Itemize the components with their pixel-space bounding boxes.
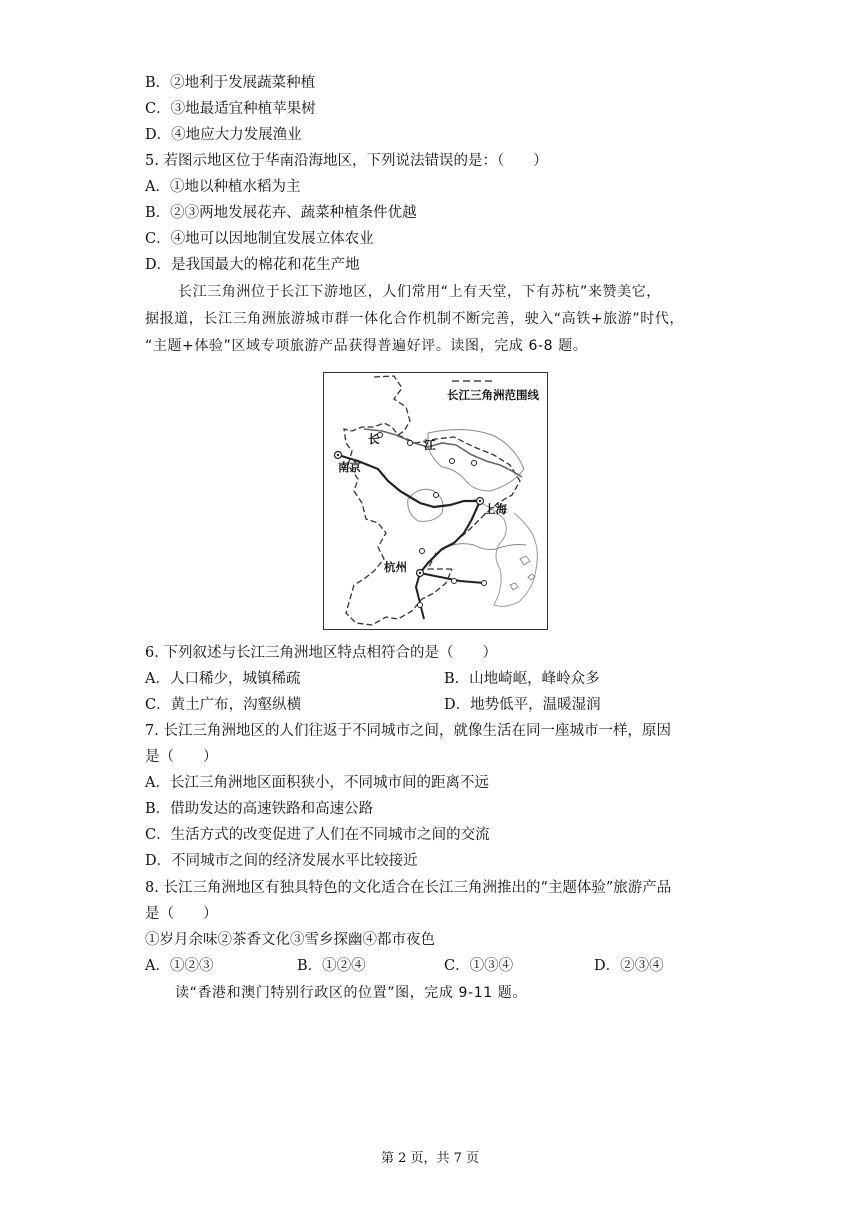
q6-stem: 6. 下列叙述与长江三角洲地区特点相符合的是（ ） [145,645,497,661]
passage2: 读“香港和澳门特别行政区的位置”图，完成 9-11 题。 [175,985,527,1001]
map-label-nanjing: 南京 [338,460,361,474]
q4-option-d: D．④地应大力发展渔业 [145,127,302,143]
q5-option-c: C．④地可以因地制宜发展立体农业 [145,231,374,247]
q7-option-c: C．生活方式的改变促进了人们在不同城市之间的交流 [145,827,490,843]
town-marker [434,493,439,498]
q5-option-a: A．①地以种植水稻为主 [145,179,301,195]
q6-option-b: B．山地崎岖，峰岭众多 [444,671,600,687]
town-marker [452,579,457,584]
town-marker [420,549,425,554]
q7-stem-line2: 是（ ） [145,749,218,765]
q8-option-c: C．①③④ [444,958,514,974]
delta-boundary-west [344,376,452,625]
q7-option-a: A．长江三角洲地区面积狭小，不同城市间的距离不远 [145,775,489,791]
map-label-hangzhou: 杭州 [384,560,407,574]
map-legend-label: 长江三角洲范围线 [447,388,539,402]
shanghai-city-dot [479,500,481,502]
q8-stem-line2: 是（ ） [145,906,218,922]
q5-option-d: D．是我国最大的棉花和花生产地 [145,257,360,273]
hangzhou-city-dot [419,572,421,574]
town-marker [472,461,477,466]
q4-option-c: C．③地最适宜种植苹果树 [145,101,316,117]
map-label-chang: 长 [368,432,380,446]
nanjing-city-dot [337,454,339,456]
map-label-shanghai: 上海 [484,502,507,516]
hangzhou-bay [442,544,526,550]
town-marker [482,581,487,586]
yangtze-delta-map [323,372,548,630]
yangtze-river [364,429,522,477]
q8-option-d: D．②③④ [594,958,664,974]
q8-stem-line1: 8. 长江三角洲地区有独具特色的文化适合在长江三角洲推出的“主题体验”旅游产品 [145,880,672,896]
passage1-line1: 长江三角洲位于长江下游地区，人们常用“上有天堂，下有苏杭”来赞美它， [178,284,661,300]
q7-option-b: B．借助发达的高速铁路和高速公路 [145,801,374,817]
q8-option-b: B．①②④ [297,958,366,974]
town-marker [408,441,413,446]
rail-hangzhou-south [416,573,424,619]
q7-stem-line1: 7. 长江三角洲地区的人们往返于不同城市之间，就像生活在同一座城市一样，原因 [145,723,671,739]
map-graphic [324,373,547,629]
town-marker [418,603,423,608]
town-marker [450,459,455,464]
q8-option-a: A．①②③ [145,958,214,974]
q5-stem: 5. 若图示地区位于华南沿海地区，下列说法错误的是：（ ） [145,153,548,169]
passage1-line3: “主题+体验”区域专项旅游产品获得普遍好评。读图，完成 6-8 题。 [145,338,588,354]
map-label-jiang: 江 [424,438,436,452]
q5-option-b: B．②③两地发展花卉、蔬菜种植条件优越 [145,205,417,221]
q8-items: ①岁月余味②茶香文化③雪乡探幽④都市夜色 [145,932,435,948]
q7-option-d: D．不同城市之间的经济发展水平比较接近 [145,853,418,869]
rail-shanghai-hangzhou [420,501,480,573]
q4-option-b: B．②地利于发展蔬菜种植 [145,75,316,91]
q6-option-c: C．黄土广布，沟壑纵横 [145,697,302,713]
page-footer: 第 2 页，共 7 页 [380,1151,480,1166]
passage1-line2: 据报道，长江三角洲旅游城市群一体化合作机制不断完善，驶入“高铁+旅游”时代， [145,311,685,327]
q6-option-d: D．地势低平，温暖湿润 [444,697,601,713]
q6-option-a: A．人口稀少，城镇稀疏 [145,671,301,687]
